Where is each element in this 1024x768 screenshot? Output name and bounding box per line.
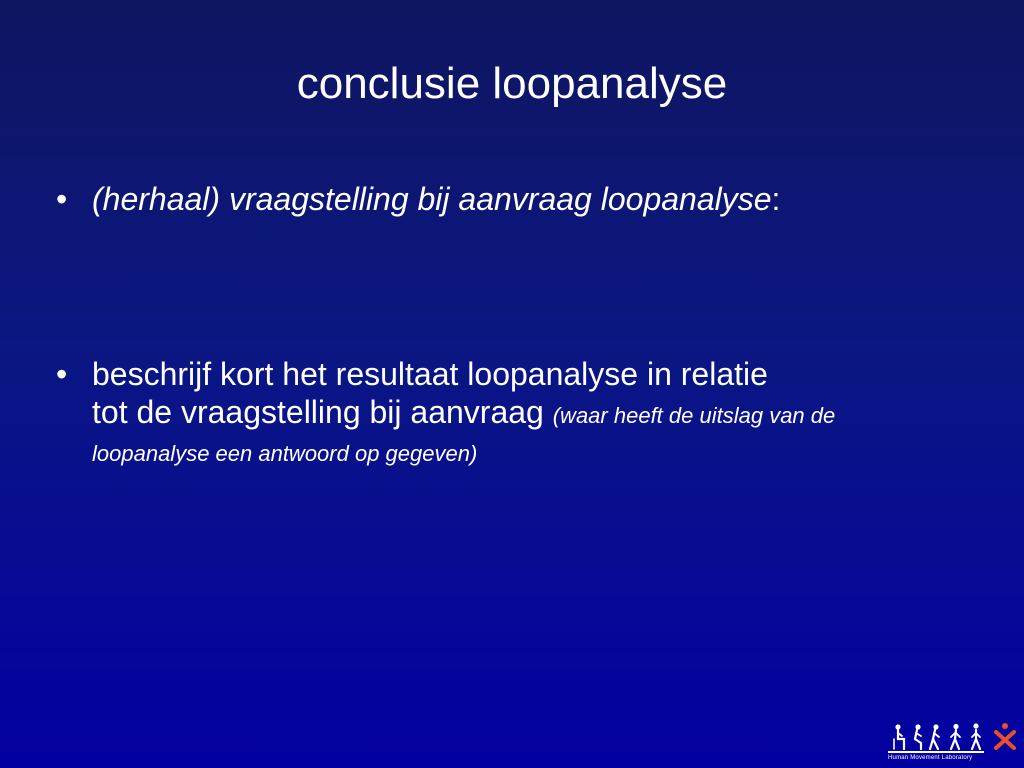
bullet-result-line-2: tot de vraagstelling bij aanvraag [92,394,544,430]
bullet-question-colon: : [771,181,781,217]
person-x-icon [992,722,1018,750]
bullet-question-text: (herhaal) vraagstelling bij aanvraag loopanalyse [92,181,772,217]
bullet-marker: • [56,181,68,217]
bullet-result-line-1: beschrijf kort het resultaat loopanalyse in relatie [92,356,768,392]
logo-text: Human Movement Laboratory [888,755,973,761]
bullet-list [56,180,956,469]
bullet-item-result [56,355,956,469]
bullet-result-note: (waar heeft de uitslag van de loopanalyse een antwoord op gegeven) [92,403,836,466]
human-movement-laboratory-logo [884,722,1018,764]
logo-baseline [888,751,984,753]
walking-figures-icon [888,722,988,752]
bullet-marker: • [56,356,68,392]
slide-title: conclusie loopanalyse [296,59,728,108]
bullet-item-question [56,180,956,218]
